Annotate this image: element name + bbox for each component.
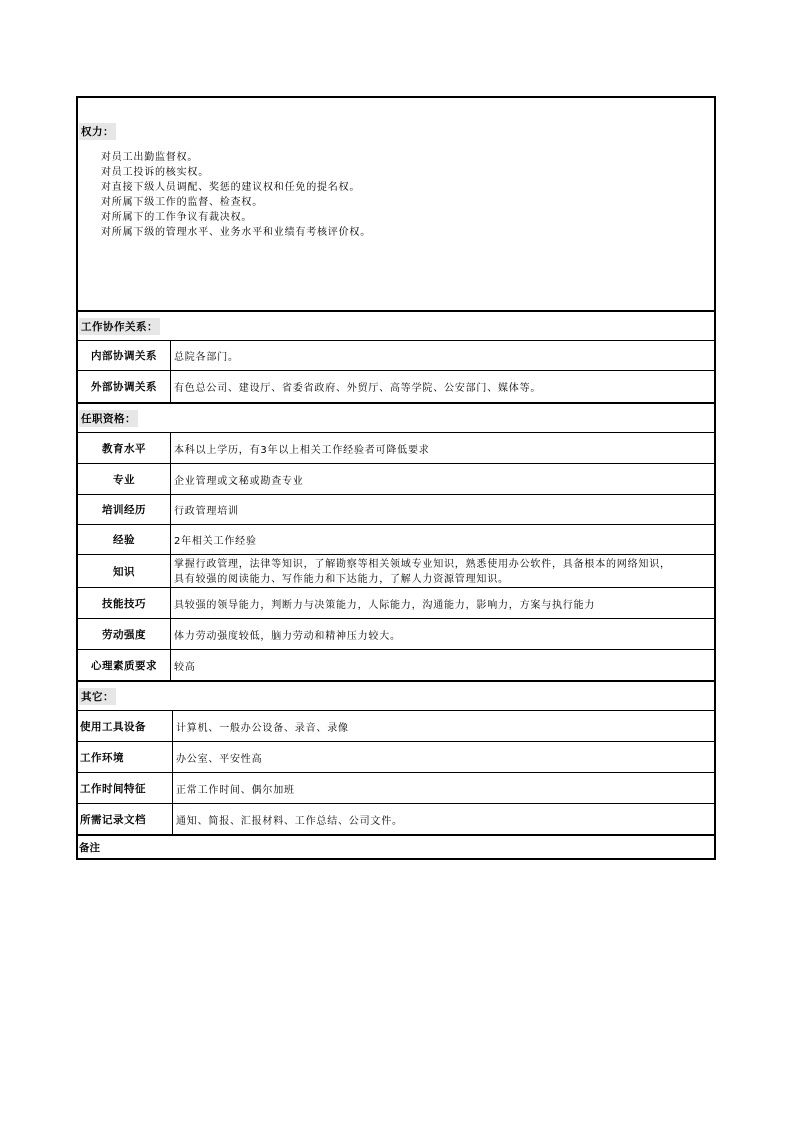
- job-description-table: [76, 96, 716, 860]
- table-row: [78, 554, 714, 587]
- table-row: [78, 803, 714, 834]
- row-value: 有色总公司、建设厅、省委省政府、外贸厅、高等学院、公安部门、媒体等。: [174, 383, 542, 394]
- note-row: [78, 834, 714, 858]
- row-value: 计算机、一般办公设备、录音、录像: [176, 722, 349, 734]
- row-value: 2年相关工作经验: [174, 536, 257, 547]
- powers-item: 对员工出勤监督权。: [101, 152, 199, 163]
- row-label: 教育水平: [78, 433, 171, 463]
- qualification-title: 任职资格：: [79, 410, 138, 427]
- row-label: 所需记录文档: [78, 804, 173, 834]
- row-value: 企业管理或文秘或勘查专业: [174, 475, 304, 487]
- row-value: 行政管理培训: [174, 506, 239, 517]
- cooperation-title: 工作协作关系：: [79, 318, 160, 335]
- table-row: [78, 494, 714, 524]
- row-label: 培训经历: [78, 495, 171, 524]
- row-value: 办公室、平安性高: [176, 753, 263, 765]
- other-header: [78, 680, 714, 710]
- row-value-line: 具有较强的阅读能力、写作能力和下达能力，了解人力资源管理知识。: [174, 574, 509, 585]
- row-label: 心理素质要求: [78, 650, 171, 680]
- row-value: 正常工作时间、偶尔加班: [176, 784, 295, 796]
- table-row: [78, 432, 714, 463]
- row-label: 使用工具设备: [78, 711, 173, 741]
- table-row: [78, 741, 714, 772]
- row-label: 劳动强度: [78, 619, 171, 649]
- table-row: [78, 463, 714, 494]
- table-row: [78, 370, 714, 402]
- row-label: 工作环境: [78, 742, 173, 772]
- table-row: [78, 772, 714, 803]
- row-label: 工作时间特征: [78, 773, 173, 803]
- powers-item: 对员工投诉的核实权。: [101, 167, 209, 178]
- other-title: 其它：: [79, 688, 116, 705]
- powers-item: 对所属下级的管理水平、业务水平和业绩有考核评价权。: [101, 227, 371, 238]
- row-value: 具较强的领导能力，判断力与决策能力，人际能力，沟通能力，影响力，方案与执行能力: [174, 599, 596, 611]
- powers-item: 对所属下级工作的监督、检查权。: [101, 197, 263, 208]
- row-label: 外部协调关系: [78, 371, 171, 402]
- row-value: [171, 555, 714, 587]
- row-label: 知识: [78, 555, 171, 587]
- row-label: 技能技巧: [78, 588, 171, 618]
- row-label: 专业: [78, 464, 171, 494]
- table-row: [78, 618, 714, 649]
- powers-section: [78, 98, 714, 310]
- qualification-header: [78, 402, 714, 432]
- row-label: 经验: [78, 525, 171, 554]
- row-value: 总院各部门。: [174, 352, 239, 363]
- powers-item: 对所属下的工作争议有裁决权。: [101, 212, 253, 223]
- powers-list: [79, 150, 714, 240]
- row-label: 内部协调关系: [78, 341, 171, 370]
- table-row: [78, 649, 714, 680]
- powers-item: 对直接下级人员调配、奖惩的建议权和任免的提名权。: [101, 182, 361, 193]
- row-value: 体力劳动强度较低，脑力劳动和精神压力较大。: [174, 630, 401, 642]
- note-label: 备注: [79, 841, 100, 854]
- row-value-line: 掌握行政管理，法律等知识，了解勘察等相关领域专业知识，熟悉使用办公软件，具备根本的网络知识，: [174, 559, 671, 570]
- cooperation-header: [78, 310, 714, 340]
- row-value: 本科以上学历，有3年以上相关工作经验者可降低要求: [174, 444, 430, 456]
- table-row: [78, 340, 714, 370]
- row-value: 通知、简报、汇报材料、工作总结、公司文件。: [176, 815, 403, 827]
- table-row: [78, 524, 714, 554]
- row-value: 较高: [174, 661, 196, 673]
- table-row: [78, 587, 714, 618]
- table-row: [78, 710, 714, 741]
- powers-title: 权力：: [79, 123, 116, 140]
